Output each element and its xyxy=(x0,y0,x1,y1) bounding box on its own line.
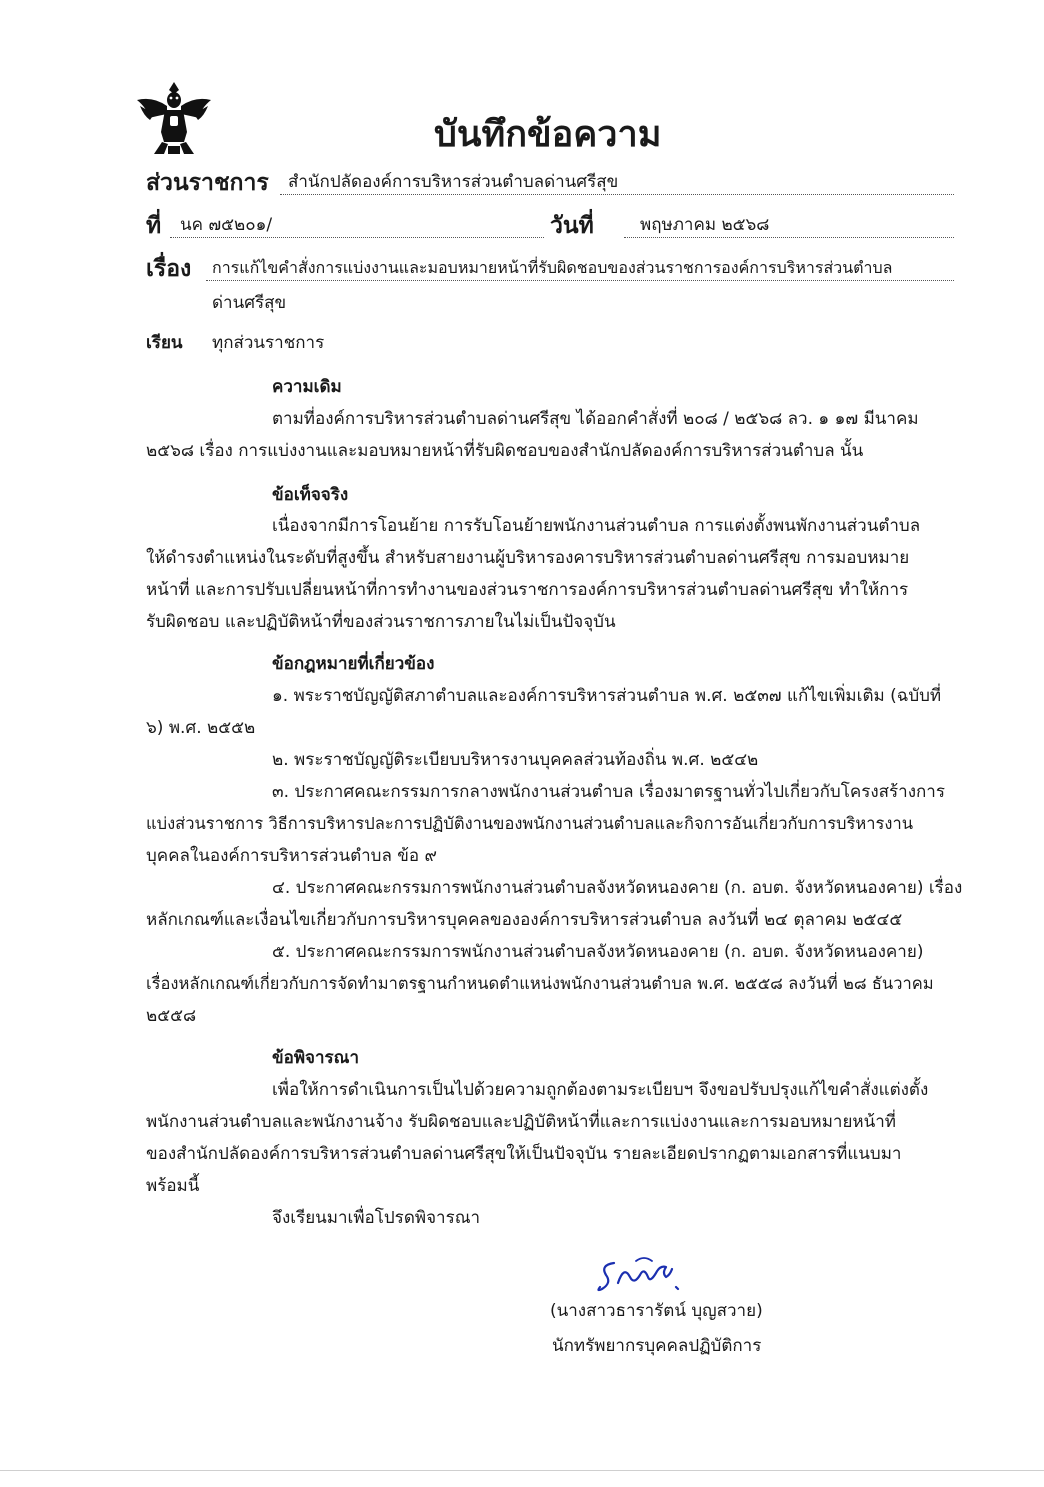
law-item-line: ๓. ประกาศคณะกรรมการกลางพนักงานส่วนตำบล เรื่องมาตรฐานทั่วไปเกี่ยวกับโครงสร้างการ xyxy=(272,782,945,802)
section-facts-line: รับผิดชอบ และปฏิบัติหน้าที่ของส่วนราชการภายในไม่เป็นปัจจุบัน xyxy=(146,612,616,632)
to-value: ทุกส่วนราชการ xyxy=(212,333,325,353)
section-original-heading: ความเดิม xyxy=(272,377,342,397)
date-field xyxy=(624,213,954,238)
signatory-position: นักทรัพยากรบุคคลปฏิบัติการ xyxy=(552,1336,762,1356)
closing-text: จึงเรียนมาเพื่อโปรดพิจารณา xyxy=(272,1208,481,1228)
section-original-line: ตามที่องค์การบริหารส่วนตำบลด่านศรีสุข ได้ออกคำสั่งที่ ๒๐๘ / ๒๕๖๘ ลว. ๑ ๑๗ มีนาคม xyxy=(272,409,919,429)
consideration-line: ของสำนักปลัดองค์การบริหารส่วนตำบลด่านศรีสุขให้เป็นปัจจุบัน รายละเอียดปรากฏตามเอกสารที่แนบมา xyxy=(146,1144,902,1164)
law-item-line: ๕. ประกาศคณะกรรมการพนักงานส่วนตำบลจังหวัดหนองคาย (ก. อบต. จังหวัดหนองคาย) xyxy=(272,942,924,962)
subject-value-line1: การแก้ไขคำสั่งการแบ่งงานและมอบหมายหน้าที่รับผิดชอบของส่วนราชการองค์การบริหารส่วนตำบล xyxy=(212,258,893,277)
law-item-line: แบ่งส่วนราชการ วิธีการบริหารปละการปฏิบัติงานของพนักงานส่วนตำบลและกิจการอันเกี่ยวกับการบริหารงาน xyxy=(146,814,914,833)
date-label: วันที่ xyxy=(550,213,594,239)
agency-value: สำนักปลัดองค์การบริหารส่วนตำบลด่านศรีสุข xyxy=(288,172,619,192)
scan-edge-bottom xyxy=(0,1470,1044,1471)
law-item-line: ๒. พระราชบัญญัติระเบียบบริหารงานบุคคลส่วนท้องถิ่น พ.ศ. ๒๕๔๒ xyxy=(272,750,759,770)
subject-value-line2: ด่านศรีสุข xyxy=(212,293,287,313)
consideration-line: พนักงานส่วนตำบลและพนักงานจ้าง รับผิดชอบและปฏิบัติหน้าที่และการแบ่งงานและการมอบหมายหน้าที่ xyxy=(146,1112,896,1132)
agency-label: ส่วนราชการ xyxy=(146,170,269,196)
section-facts-line: เนื่องจากมีการโอนย้าย การรับโอนย้ายพนักงานส่วนตำบล การแต่งตั้งพนพักงานส่วนตำบล xyxy=(272,516,921,536)
law-item-line: หลักเกณฑ์และเงื่อนไขเกี่ยวกับการบริหารบุคคลขององค์การบริหารส่วนตำบล ลงวันที่ ๒๔ ตุลาคม ๒๕๔๕ xyxy=(146,910,903,930)
agency-field xyxy=(280,170,954,195)
section-facts-heading: ข้อเท็จจริง xyxy=(272,485,349,505)
subject-field-line1 xyxy=(206,256,954,281)
ref-label: ที่ xyxy=(146,213,162,239)
law-item-line: ๑. พระราชบัญญัติสภาตำบลและองค์การบริหารส่วนตำบล พ.ศ. ๒๕๓๗ แก้ไขเพิ่มเติม (ฉบับที่ xyxy=(272,686,942,706)
law-item-line: ๖) พ.ศ. ๒๕๕๒ xyxy=(146,718,256,738)
ref-value: นค ๗๕๒๐๑/ xyxy=(180,215,273,235)
law-item-line: ๔. ประกาศคณะกรรมการพนักงานส่วนตำบลจังหวัดหนองคาย (ก. อบต. จังหวัดหนองคาย) เรื่อง xyxy=(272,878,963,898)
section-consideration-heading: ข้อพิจารณา xyxy=(272,1048,359,1068)
section-original-line: ๒๕๖๘ เรื่อง การแบ่งงานและมอบหมายหน้าที่รับผิดชอบของสำนักปลัดองค์การบริหารส่วนตำบล นั้น xyxy=(146,441,864,461)
section-law-heading: ข้อกฎหมายที่เกี่ยวข้อง xyxy=(272,654,435,674)
subject-label: เรื่อง xyxy=(146,256,192,282)
memo-title: บันทึกข้อความ xyxy=(434,114,662,155)
to-label: เรียน xyxy=(146,333,183,353)
consideration-line: พร้อมนี้ xyxy=(146,1176,200,1196)
law-item-line: ๒๕๕๘ xyxy=(146,1006,197,1026)
ref-field xyxy=(170,213,544,238)
handwritten-signature-icon xyxy=(596,1253,692,1297)
date-value: พฤษภาคม ๒๕๖๘ xyxy=(640,215,770,235)
section-facts-line: ให้ดำรงตำแหน่งในระดับที่สูงขึ้น สำหรับสายงานผู้บริหารองคารบริหารส่วนตำบลด่านศรีสุข การมอบหมาย xyxy=(146,548,910,568)
consideration-line: เพื่อให้การดำเนินการเป็นไปด้วยความถูกต้องตามระเบียบฯ จึงขอปรับปรุงแก้ไขคำสั่งแต่งตั้ง xyxy=(272,1080,929,1100)
section-facts-line: หน้าที่ และการปรับเปลี่ยนหน้าที่การทำงานของส่วนราชการองค์การบริหารส่วนตำบลด่านศรีสุข ทำให้การ xyxy=(146,580,909,600)
law-item-line: เรื่องหลักเกณฑ์เกี่ยวกับการจัดทำมาตรฐานกำหนดตำแหน่งพนักงานส่วนตำบล พ.ศ. ๒๕๕๘ ลงวันที่ ๒๘ ธันวาคม xyxy=(146,974,934,993)
signatory-name: (นางสาวธารารัตน์ บุญสวาย) xyxy=(550,1301,763,1321)
law-item-line: บุคคลในองค์การบริหารส่วนตำบล ข้อ ๙ xyxy=(146,846,437,866)
garuda-emblem-icon xyxy=(132,76,216,160)
